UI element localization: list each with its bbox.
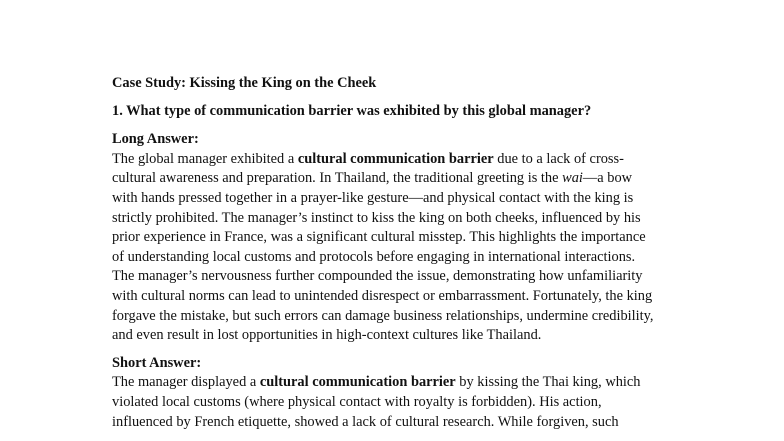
key-term: cultural communication barrier [259, 374, 456, 391]
long-answer-line-3: with hands pressed together in a prayer-like gesture—and physical contact with the king is [112, 189, 634, 206]
long-answer-line-5: prior experience in France, was a significant cultural misstep. This highlights the importance [112, 229, 646, 246]
long-answer-line-9: forgave the mistake, but such errors can damage business relationships, undermine credibility, [112, 307, 654, 324]
short-answer-paragraph [112, 373, 712, 432]
long-answer-label: Long Answer: [112, 131, 199, 148]
document-page [112, 74, 712, 440]
wai-term: wai [562, 170, 583, 187]
long-answer-line-6: of understanding local customs and protocols before engaging in international interactions. [112, 248, 636, 265]
long-answer-paragraph [112, 150, 712, 346]
long-answer-line-7: The manager’s nervousness further compounded the issue, demonstrating how unfamiliarity [112, 268, 643, 285]
long-answer-line-2: cultural awareness and preparation. In Thailand, the traditional greeting is the wai—a bow [112, 170, 633, 187]
question-1: 1. What type of communication barrier was exhibited by this global manager? [112, 102, 592, 119]
long-answer-line-1: The global manager exhibited a cultural communication barrier due to a lack of cross- [112, 150, 624, 167]
short-answer-label: Short Answer: [112, 354, 202, 371]
short-answer-line-3: influenced by French etiquette, showed a lack of cultural research. While forgiven, such [112, 413, 619, 430]
long-answer-line-8: with cultural norms can lead to unintended disrespect or embarrassment. Fortunately, the king [112, 287, 653, 304]
key-term: cultural communication barrier [297, 150, 494, 167]
short-answer-line-1: The manager displayed a cultural communication barrier by kissing the Thai king, which [112, 374, 641, 391]
long-answer-line-10: and even result in lost opportunities in high-context cultures like Thailand. [112, 327, 542, 344]
short-answer-line-2: violated local customs (where physical contact with royalty is forbidden). His action, [112, 393, 602, 410]
case-study-title: Case Study: Kissing the King on the Cheek [112, 75, 377, 91]
long-answer-line-4: strictly prohibited. The manager’s instinct to kiss the king on both cheeks, influenced by his [112, 209, 641, 226]
